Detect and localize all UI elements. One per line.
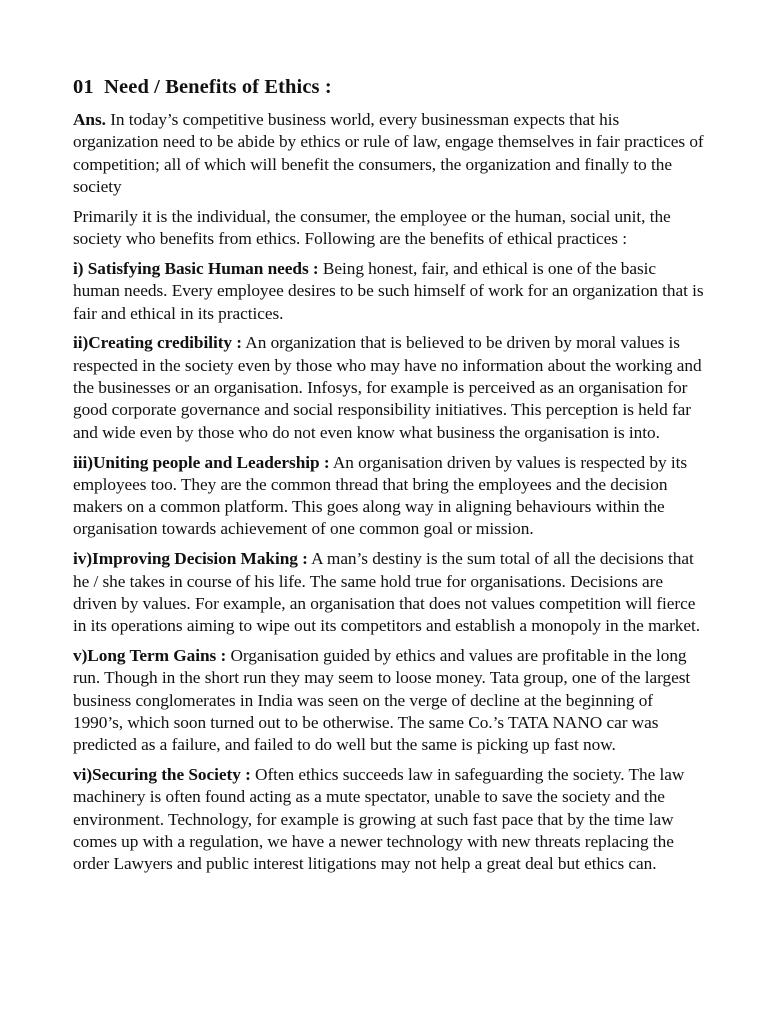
benefit-text: An organisation driven by values is respected by its employees too. They are the common thread that bring the employees and the decision makers on a common platform. This goes along way in aligning behaviours within the organisation towards achievement of one common goal or mission. xyxy=(73,452,688,539)
benefit-text: Organisation guided by ethics and values are profitable in the long run. Though in the short run they may seem to loose money. Tata group, one of the largest business conglomerates in India was seen on the verge of decline at the beginning of 1990’s, which soon turned out to be otherwise. The same Co.’s TATA NANO car was predicted as a failure, and failed to do well but the same is picking up fast now. xyxy=(73,646,691,755)
intro-lead: Ans. xyxy=(73,110,106,129)
benefit-heading: ii)Creating credibility : xyxy=(73,333,242,353)
benefit-text: Being honest, fair, and ethical is one of the basic human needs. Every employee desires to be such himself of work for an organization that is fair and ethical in its practices. xyxy=(73,258,704,323)
benefit-creating-credibility xyxy=(73,332,706,443)
benefit-satisfying-needs xyxy=(73,258,706,325)
intro-paragraph xyxy=(73,109,706,198)
benefit-text: A man’s destiny is the sum total of all the decisions that he / she takes in course of his life. The same hold true for organisations. Decisions are driven by values. For example, an organisation that does not values competition will fierce in its operations aiming to wipe out its competitors and establish a monopoly in the market. xyxy=(73,549,701,636)
benefit-heading: iii)Uniting people and Leadership : xyxy=(73,452,330,472)
benefit-securing-society xyxy=(73,764,706,875)
benefit-text: Often ethics succeeds law in safeguarding the society. The law machinery is often found acting as a mute spectator, unable to save the society and the environment. Technology, for example is growing at such fast pace that by the time law comes up with a regulation, we have a newer technology with new threats replacing the order Lawyers and public interest litigations may not help a great deal but ethics can. xyxy=(73,765,685,874)
benefit-long-term-gains xyxy=(73,645,706,756)
primary-paragraph: Primarily it is the individual, the consumer, the employee or the human, social unit, the society who benefits from ethics. Following are the benefits of ethical practices : xyxy=(73,206,671,249)
benefit-decision-making xyxy=(73,548,706,637)
benefit-heading: iv)Improving Decision Making : xyxy=(73,549,308,569)
intro-text: In today’s competitive business world, every businessman expects that his organization need to be abide by ethics or rule of law, engage themselves in fair practices of competition; all of which will benefit the consumers, the organization and finally to the society xyxy=(73,110,704,196)
benefit-uniting-people xyxy=(73,452,706,541)
benefit-heading: vi)Securing the Society : xyxy=(73,765,251,785)
benefit-heading: i) Satisfying Basic Human needs : xyxy=(73,258,319,278)
page-title: 01 Need / Benefits of Ethics : xyxy=(73,76,332,98)
benefit-text: An organization that is believed to be driven by moral values is respected in the society even by those who may have no information about the working and the businesses or an organisation. Infosys, for example is perceived as an organisation for good corporate governance and social responsibility initiatives. This perception is held far and wide even by those who do not even know what business the organisation is into. xyxy=(73,333,702,442)
benefit-heading: v)Long Term Gains : xyxy=(73,646,227,666)
